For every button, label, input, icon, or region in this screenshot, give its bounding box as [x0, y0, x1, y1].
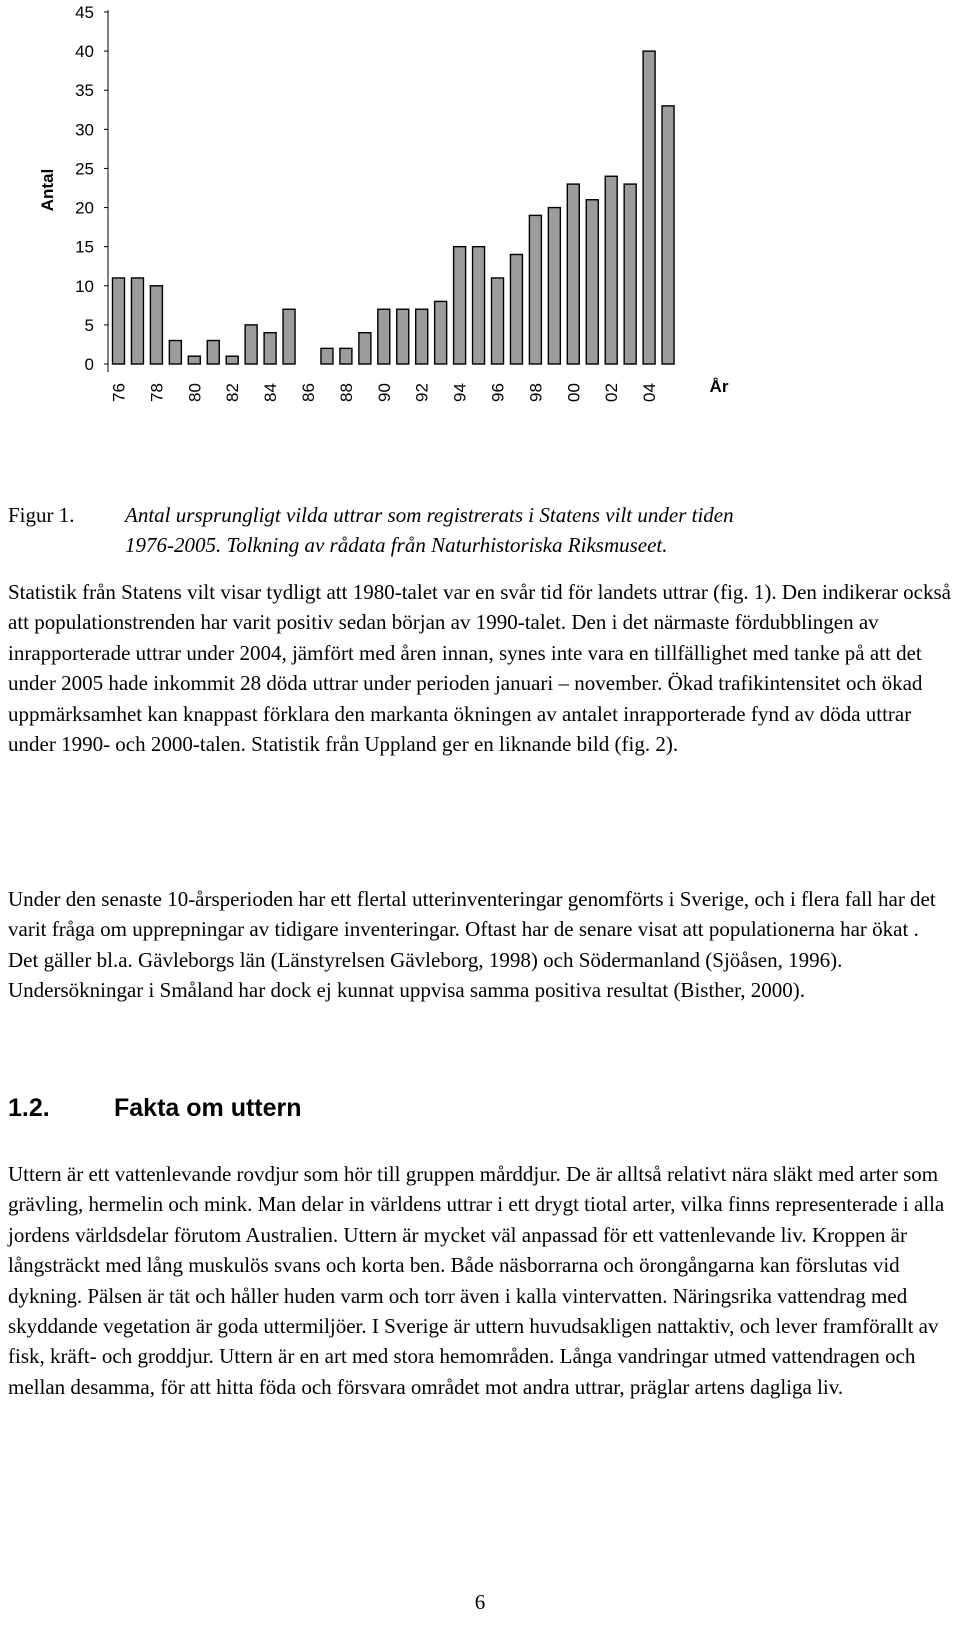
bar-1981: [207, 341, 219, 364]
bar-1979: [169, 341, 181, 364]
y-tick-label: 35: [75, 81, 94, 101]
bar-1985: [283, 309, 295, 364]
x-tick-label: 94: [450, 383, 470, 402]
y-tick-label: 40: [75, 42, 94, 62]
y-axis-label: Antal: [38, 168, 57, 212]
x-tick-label: 80: [185, 383, 205, 402]
bar-1983: [245, 325, 257, 364]
x-tick-label: 76: [109, 383, 129, 402]
bar-1984: [264, 333, 276, 364]
x-tick-label: 00: [564, 383, 584, 402]
x-tick-label: 84: [261, 383, 281, 402]
bar-2000: [567, 184, 579, 364]
page-number: 6: [474, 1590, 486, 1614]
bar-2003: [624, 184, 636, 364]
figure-caption: [8, 500, 948, 560]
x-tick-label: 90: [374, 383, 394, 402]
bar-2002: [605, 176, 617, 364]
section-title: Fakta om uttern: [114, 1094, 302, 1122]
paragraph-otter-facts: Uttern är ett vattenlevande rovdjur som hör till gruppen mårddjur. De är alltså relativt nära släkt med arter som grävling, hermelin och mink. Man delar in världens uttrar i ett drygt tiotal arter, vilka finns representerade i alla jordens världsdelar förutom Australien. Uttern är mycket väl anpassad för ett vattenlevande liv. Kroppen är långsträckt med lång muskulös svans och korta ben. Både näsborrarna och örongångarna kan förslutas vid dykning. Pälsen är tät och håller huden varm och torr även i kalla vintervatten. Näringsrika vattendrag med skyddande vegetation är goda uttermiljöer. I Sverige är uttern huvudsakligen nattaktiv, och lever framförallt av fisk, kräft- och groddjur. Uttern är en art med stora hemområden. Långa vandringar utmed vattendragen och mellan desamma, för att hitta föda och försvara området mot andra uttrar, präglar artens dagliga liv.: [8, 1162, 945, 1399]
caption-line-1: Antal ursprungligt vilda uttrar som registrerats i Statens vilt under tiden: [125, 503, 734, 527]
x-tick-labels: [110, 383, 660, 402]
x-tick-label: 86: [299, 383, 318, 402]
y-tick-label: 20: [75, 198, 94, 218]
y-tick-label: 45: [75, 3, 94, 22]
bar-1976: [113, 278, 125, 364]
figure-label: Figur 1.: [8, 503, 75, 527]
bar-1987: [321, 348, 333, 364]
bar-1990: [378, 309, 390, 364]
bar-1992: [416, 309, 428, 364]
bar-1977: [131, 278, 143, 364]
bar-1994: [454, 247, 466, 364]
x-tick-label: 78: [147, 383, 167, 402]
x-tick-label: 82: [223, 383, 243, 402]
x-axis-label: År: [709, 377, 729, 396]
bar-1998: [529, 215, 541, 364]
bar-1978: [150, 286, 162, 364]
section-number: 1.2.: [8, 1094, 50, 1122]
bar-1996: [492, 278, 504, 364]
bar-1995: [473, 247, 485, 364]
figure-caption-text: [125, 500, 948, 560]
x-tick-label: 98: [526, 383, 546, 402]
bar-1997: [510, 254, 522, 364]
bar-1993: [435, 301, 447, 364]
bar-1989: [359, 333, 371, 364]
bar-1999: [548, 208, 560, 364]
y-tick-label: 25: [75, 159, 94, 179]
y-tick-labels: [75, 3, 108, 374]
y-tick-label: 0: [84, 355, 94, 374]
bar-2005: [662, 106, 674, 364]
y-tick-label: 15: [75, 237, 94, 257]
bar-1988: [340, 348, 352, 364]
caption-line-2: 1976-2005. Tolkning av rådata från Naturhistoriska Riksmuseet.: [125, 533, 668, 557]
x-tick-label: 88: [336, 383, 356, 402]
section-heading: [8, 1094, 302, 1123]
x-tick-label: 92: [412, 383, 432, 402]
y-tick-label: 10: [75, 276, 94, 296]
paragraph-statistics: Statistik från Statens vilt visar tydligt att 1980-talet var en svår tid för landets uttrar (fig. 1). Den indikerar också att populationstrenden har varit positiv sedan början av 1990-talet. Den i det närmaste fördubblingen av inrapporterade uttrar under 2004, jämfört med åren innan, synes inte vara en tillfällighet med tanke på att det under 2005 hade inkommit 28 döda uttrar under perioden januari – november. Ökad trafikintensitet och ökad uppmärksamhet kan knappast förklara den markanta ökningen av antalet inrapporterade fynd av döda uttrar under 1990- och 2000-talen. Statistik från Uppland ger en liknande bild (fig. 2).: [8, 580, 952, 757]
x-tick-label: 96: [488, 383, 508, 402]
bar-1982: [226, 356, 238, 364]
chart-bars: [113, 51, 675, 364]
bar-1980: [188, 356, 200, 364]
paragraph-inventories: Under den senaste 10-årsperioden har ett flertal utterinventeringar genomförts i Sverige, och i flera fall har det varit fråga om upprepningar av tidigare inventeringar. Oftast har de senare visat att populationerna har ökat . Det gäller bl.a. Gävleborgs län (Länstyrelsen Gävleborg, 1998) och Södermanland (Sjöåsen, 1996). Undersökningar i Småland har dock ej kunnat uppvisa samma positiva resultat (Bisther, 2000).: [8, 887, 936, 1003]
bar-2001: [586, 200, 598, 364]
y-tick-label: 5: [84, 315, 94, 335]
bar-1991: [397, 309, 409, 364]
y-tick-label: 30: [75, 120, 94, 140]
bar-2004: [643, 51, 655, 364]
bar-chart: [0, 0, 960, 440]
x-tick-label: 02: [602, 383, 622, 402]
x-tick-label: 04: [640, 383, 660, 402]
